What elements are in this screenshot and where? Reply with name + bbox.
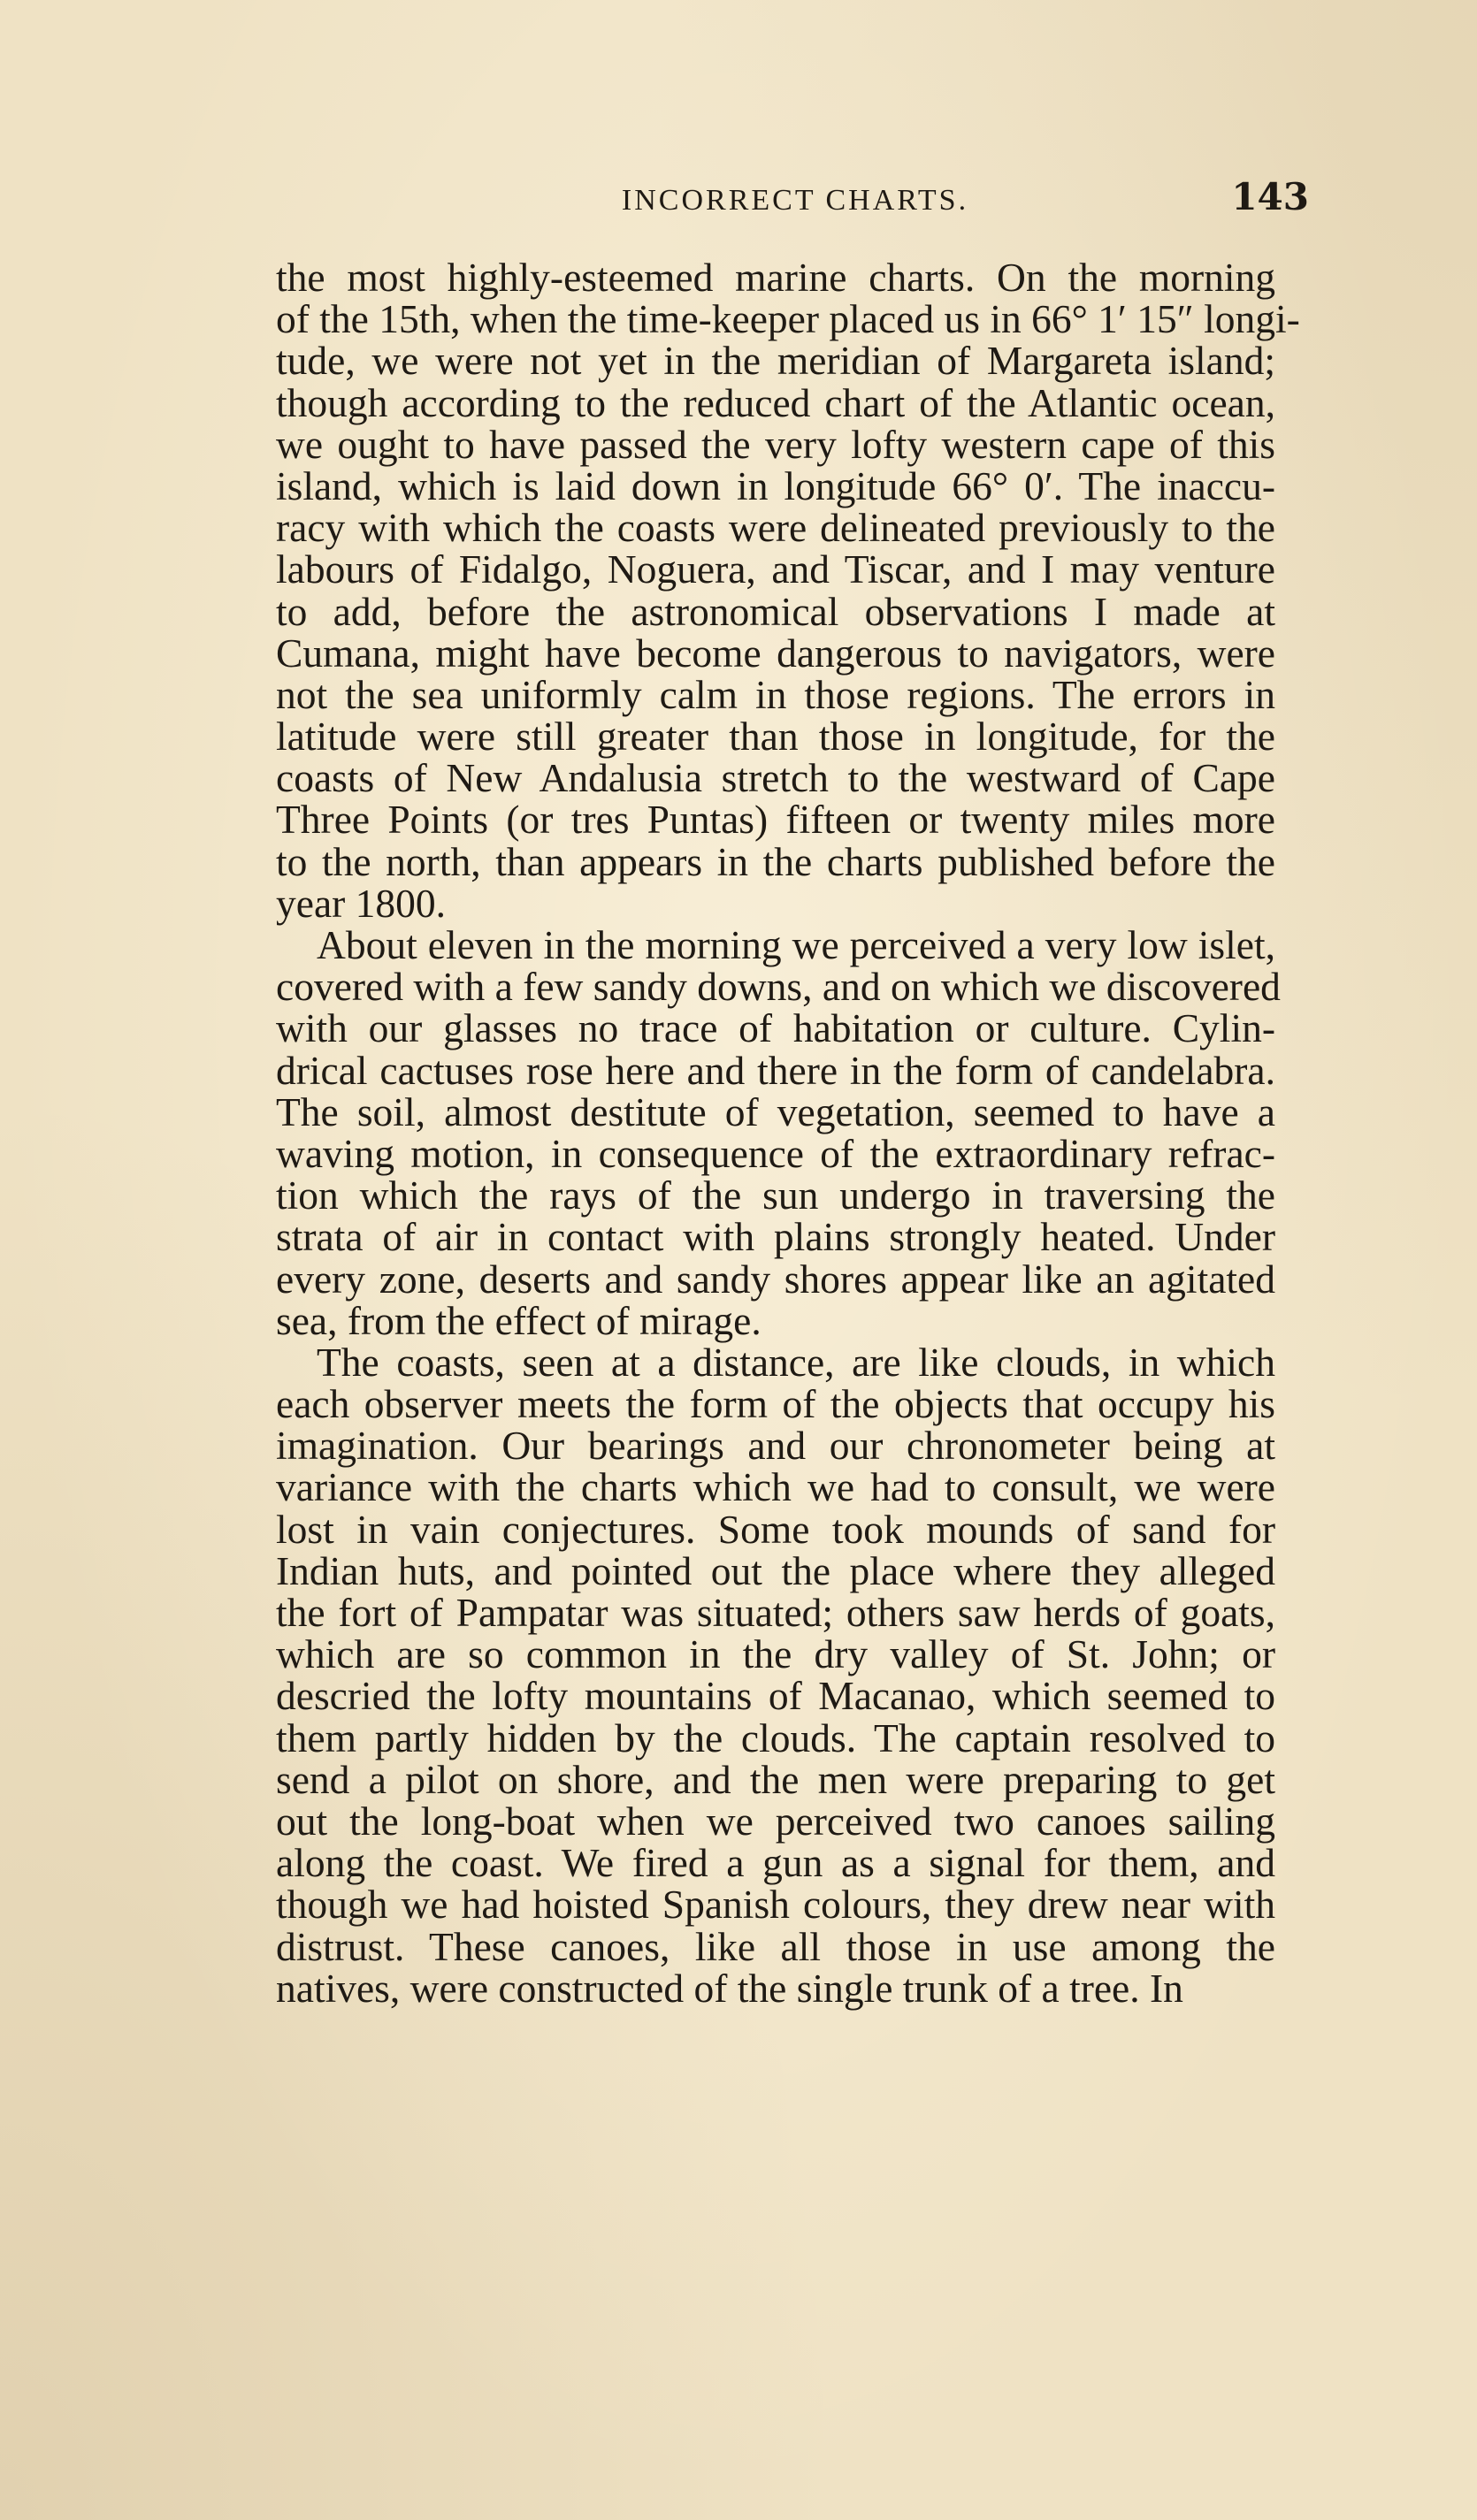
page-header	[281, 175, 1309, 232]
paragraph	[276, 255, 1300, 926]
text-line: though we had hoisted Spanish colours, they drew near with	[276, 1882, 1275, 1928]
text-line: we ought to have passed the very lofty western cape of this	[276, 421, 1275, 467]
text-line: of the 15th, when the time-keeper placed us in 66° 1′ 15″ longi-	[276, 296, 1300, 342]
text-line: out the long-boat when we perceived two canoes sailing	[276, 1798, 1275, 1844]
text-line: which are so common in the dry valley of St. John; or	[276, 1631, 1275, 1677]
text-line: Three Points (or tres Puntas) fifteen or twenty miles more	[276, 797, 1275, 843]
text-line: racy with which the coasts were delineated previously to the	[276, 505, 1275, 551]
text-line: strata of air in contact with plains strongly heated. Under	[276, 1214, 1275, 1260]
text-line: natives, were constructed of the single trunk of a tree. In	[276, 1965, 1183, 2011]
text-line: labours of Fidalgo, Noguera, and Tiscar, and I may venture	[276, 546, 1275, 592]
text-line: send a pilot on shore, and the men were preparing to get	[276, 1756, 1275, 1802]
text-line: with our glasses no trace of habitation or culture. Cylin-	[276, 1005, 1275, 1051]
text-line: year 1800.	[276, 880, 447, 926]
text-line: distrust. These canoes, like all those in use among the	[276, 1923, 1275, 1969]
text-line: descried the lofty mountains of Macanao, which seemed to	[276, 1673, 1275, 1719]
text-line: them partly hidden by the clouds. The captain resolved to	[276, 1714, 1275, 1760]
text-line: About eleven in the morning we perceived a very low islet,	[317, 922, 1275, 967]
text-line: imagination. Our bearings and our chronometer being at	[276, 1423, 1275, 1469]
text-line: the most highly-esteemed marine charts. On the morning	[276, 255, 1275, 300]
page-number: 143	[1231, 175, 1309, 218]
paragraph	[276, 922, 1281, 1343]
text-line: not the sea uniformly calm in those regions. The errors in	[276, 671, 1275, 717]
text-line: island, which is laid down in longitude 66° 0′. The inaccu-	[276, 462, 1275, 508]
text-line: covered with a few sandy downs, and on which we discovered	[276, 964, 1281, 1010]
text-line: Cumana, might have become dangerous to navigators, were	[276, 630, 1275, 676]
text-line: along the coast. We fired a gun as a signal for them, and	[276, 1840, 1275, 1886]
text-line: variance with the charts which we had to consult, we were	[276, 1464, 1275, 1510]
text-line: every zone, deserts and sandy shores appear like an agitated	[276, 1256, 1275, 1302]
text-line: though according to the reduced chart of the Atlantic ocean,	[276, 379, 1275, 425]
text-line: coasts of New Andalusia stretch to the westward of Cape	[276, 755, 1275, 801]
text-line: sea, from the effect of mirage.	[276, 1297, 761, 1343]
text-line: to the north, than appears in the charts published before the	[276, 838, 1275, 884]
paragraph	[276, 1341, 1275, 2009]
text-line: latitude were still greater than those in longitude, for the	[276, 714, 1275, 760]
text-line: tion which the rays of the sun undergo in traversing the	[276, 1172, 1275, 1218]
text-line: The coasts, seen at a distance, are like clouds, in which	[317, 1339, 1275, 1385]
text-line: Indian huts, and pointed out the place where they alleged	[276, 1547, 1275, 1593]
text-line: to add, before the astronomical observations I made at	[276, 588, 1275, 634]
body-text	[276, 255, 1300, 2011]
running-head: INCORRECT CHARTS.	[621, 184, 969, 217]
text-line: The soil, almost destitute of vegetation, seemed to have a	[276, 1088, 1275, 1134]
text-line: drical cactuses rose here and there in the form of candelabra.	[276, 1047, 1275, 1093]
text-line: the fort of Pampatar was situated; others saw herds of goats,	[276, 1590, 1275, 1635]
text-line: lost in vain conjectures. Some took mounds of sand for	[276, 1506, 1275, 1552]
text-line: waving motion, in consequence of the extraordinary refrac-	[276, 1130, 1275, 1176]
text-line: each observer meets the form of the objects that occupy his	[276, 1381, 1275, 1427]
text-line: tude, we were not yet in the meridian of Margareta island;	[276, 338, 1275, 384]
